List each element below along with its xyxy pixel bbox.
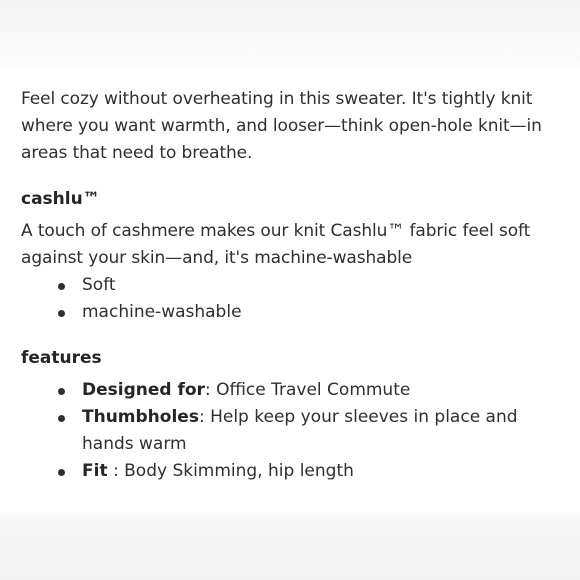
features-bullet-list [21,377,566,485]
feature-separator: : [198,407,211,427]
list-item [21,272,566,299]
cashlu-heading: cashlu™ [21,189,100,209]
list-item [21,299,566,326]
cashlu-bullet-list [21,272,566,326]
features-heading: features [21,348,102,368]
list-item [21,404,566,458]
feature-text: Office Travel Commute [216,380,411,400]
feature-label: Designed for [82,380,205,400]
feature-label: Fit [82,461,108,481]
feature-text: Body Skimming, hip length [124,461,354,481]
list-item [21,458,566,485]
bullet-icon [58,469,65,476]
bullet-icon [58,415,65,422]
feature-separator: : [107,461,125,481]
bullet-icon [58,283,65,290]
bullet-icon [58,388,65,395]
list-item [21,377,566,404]
feature-label: Thumbholes [82,407,199,427]
list-item-text: machine-washable [82,302,242,322]
description-content [21,86,566,485]
cashlu-description: A touch of cashmere makes our knit Cashlu™ fabric feel soft against your skin—and, it's machine-washable [21,221,531,268]
feature-separator: : [204,380,217,400]
list-item-text: Soft [82,275,116,295]
bullet-icon [58,310,65,317]
intro-paragraph: Feel cozy without overheating in this sweater. It's tightly knit where you want warmth, and looser—think open-hole knit—in areas that need to breathe. [21,89,542,163]
feature-text: Help keep your sleeves in place and hands warm [82,407,518,454]
